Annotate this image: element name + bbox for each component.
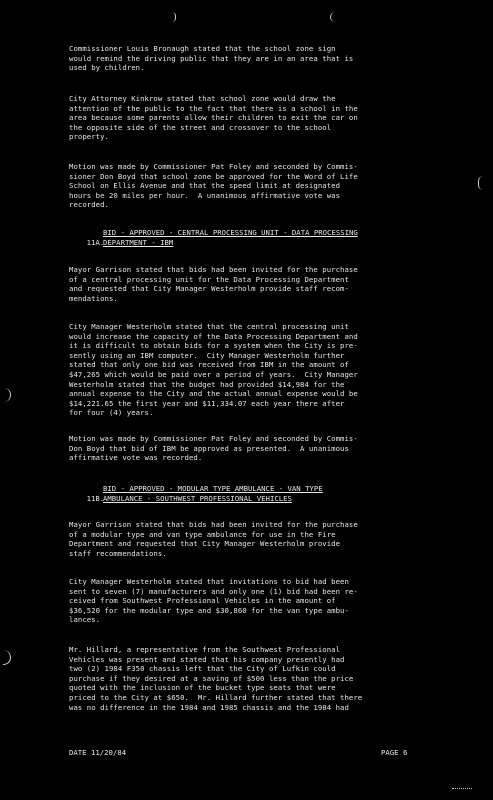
paragraph-cpu-bids: Mayor Garrison stated that bids had been invited for the purchase of a central processing unit for the Data Processing Department and requested that City Manager Westerholm provide staff recom- mendations. [69,265,358,303]
paragraph-attorney-statement: City Attorney Kinkrow stated that school zone would draw the attention of the public to the fact that there is a school in the area because some parents allow their children to exit the car on the opposite side of the street and crossover to the school property. [69,94,358,142]
heading-number: 11B. [86,493,105,503]
heading-title: BID - APPROVED - MODULAR TYPE AMBULANCE - VAN TYPE AMBULANCE - SOUTHWEST PROFESSIONAL VEHICLES [103,484,323,503]
scan-artifact [3,650,11,665]
heading-title: BID - APPROVED - CENTRAL PROCESSING UNIT - DATA PROCESSING DEPARTMENT - IBM [103,228,358,247]
paragraph-cpu-recommendation: City Manager Westerholm stated that the central processing unit would increase the capacity of the Data Processing Department and it is difficult to obtain bids for a system when the City is pre- sently using an IBM computer. City Manager Westerholm further stated that only one bid was received from IBM in the amount of $47,265 which would be paid over a period of years. City Manager Westerholm stated that the budget had provided $14,984 for the annual expense to the City and the actual annual expense would be $14,221.65 the first year and $11,334.07 each year there after for four (4) years. [69,322,358,418]
paragraph-ambulance-bids: Mayor Garrison stated that bids had been invited for the purchase of a modular type and van type ambulance for use in the Fire Department and requested that City Manager Westerholm provide staff recommendations. [69,520,358,558]
scan-artifact [330,12,335,22]
footer-date: DATE 11/20/84 [69,748,127,757]
footer-page-number: PAGE 6 [381,748,408,757]
paragraph-bronaugh-statement: Commissioner Louis Bronaugh stated that the school zone sign would remind the driving public that they are in an area that is used by children. [69,44,354,73]
paragraph-school-zone-motion: Motion was made by Commissioner Pat Foley and seconded by Commis- sioner Don Boyd that school zone be approved for the Word of Life School on Ellis Avenue and that the speed limit at designated hours be 20 miles per hour. A unanimous affirmative vote was recorded. [69,162,358,210]
heading-item-11a [69,228,449,266]
paragraph-hillard-statement: Mr. Hillard, a representative from the Southwest Professional Vehicles was present and stated that his company presently had two (2) 1984 F350 chassis left that the City of Lufkin could purchase if they desired at a saving of $500 less than the price quoted with the inclusion of the bucket type seats that were priced to the City at $650. Mr. Hillard further stated that there was no difference in the 1984 and 1985 chassis and the 1984 had [69,645,363,712]
scan-artifact [2,388,11,402]
heading-number: 11A. [86,237,105,247]
paragraph-ibm-motion: Motion was made by Commissioner Pat Foley and seconded by Commis- Don Boyd that bid of IBM be approved as presented. A unanimous affirmative vote was recorded. [69,434,358,463]
scan-artifact [172,12,176,22]
heading-item-11b [69,484,449,522]
paragraph-ambulance-invitations: City Manager Westerholm stated that invitations to bid had been sent to seven (7) manufacturers and only one (1) bid had been re- ceived from Southwest Professional Vehicles in the amount of $36,520 for the modular type and $30,860 for the van type ambu- lances. [69,577,358,625]
scan-artifact [478,176,483,190]
scan-artifact [452,788,472,792]
